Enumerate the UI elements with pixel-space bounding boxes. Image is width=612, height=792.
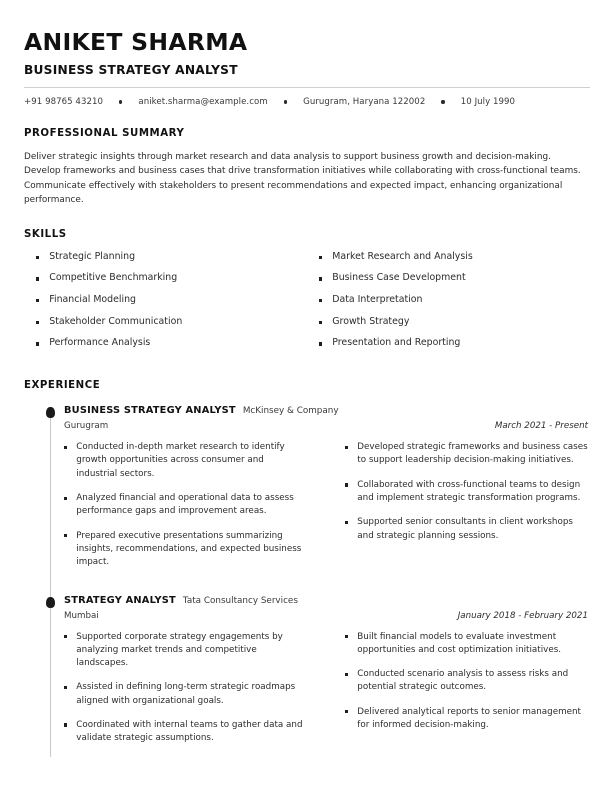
header-divider [24, 87, 590, 88]
square-bullet-icon [64, 497, 67, 500]
square-bullet-icon [36, 277, 39, 280]
skill-item [319, 337, 590, 349]
bullet-text: Collaborated with cross-functional teams to design and implement strategic transformation programs. [357, 479, 581, 504]
contact-phone: +91 98765 43210 [24, 96, 104, 107]
contact-birthdate: 10 July 1990 [460, 96, 516, 107]
square-bullet-icon [345, 710, 348, 713]
candidate-name: ANIKET SHARMA [24, 28, 248, 56]
bullet-text: Analyzed financial and operational data to assess performance gaps and improvement areas. [76, 493, 294, 517]
skill-label: Competitive Benchmarking [49, 272, 178, 284]
skill-item [319, 294, 590, 306]
bullet-text: Supported corporate strategy engagements by analyzing market trends and competitive landscapes. [76, 631, 283, 669]
experience-location: Mumbai [64, 610, 99, 621]
experience-entry [24, 595, 590, 757]
skills-grid [24, 251, 590, 360]
bullet-text: Conducted in-depth market research to identify growth opportunities across consumer and industrial sectors. [76, 442, 285, 479]
bullet-item [345, 441, 590, 468]
skills-column-left [24, 251, 307, 360]
bullet-text: Conducted scenario analysis to assess risks and potential strategic outcomes. [357, 669, 569, 693]
skill-label: Stakeholder Communication [49, 315, 183, 327]
contact-separator-dot [119, 100, 122, 103]
skill-label: Business Case Development [332, 272, 466, 284]
square-bullet-icon [345, 521, 348, 524]
skill-label: Data Interpretation [332, 293, 423, 305]
section-heading-summary: PROFESSIONAL SUMMARY [24, 127, 185, 139]
bullet-item [345, 516, 590, 543]
skill-label: Market Research and Analysis [332, 250, 473, 262]
square-bullet-icon [319, 277, 322, 280]
square-bullet-icon [345, 483, 348, 486]
experience-role: BUSINESS STRATEGY ANALYST [64, 405, 236, 417]
skill-item [36, 294, 307, 306]
timeline-marker-icon [46, 597, 55, 608]
section-professional-summary [24, 128, 590, 208]
bullet-text: Developed strategic frameworks and business cases to support leadership decision-making initiatives. [357, 442, 588, 466]
skill-item [36, 316, 307, 328]
bullet-text: Supported senior consultants in client workshops and strategic planning sessions. [357, 517, 573, 541]
experience-heading-line [64, 405, 590, 416]
experience-bullets [64, 441, 590, 580]
experience-entry [24, 405, 590, 580]
experience-bullets-column-left [64, 631, 327, 757]
square-bullet-icon [64, 723, 67, 726]
skills-column-right [307, 251, 590, 360]
square-bullet-icon [345, 635, 348, 638]
square-bullet-icon [345, 446, 348, 449]
square-bullet-icon [36, 299, 39, 302]
experience-bullets-column-right [327, 441, 590, 580]
section-heading-skills: SKILLS [24, 228, 67, 240]
bullet-item [64, 530, 305, 570]
bullet-item [64, 631, 305, 671]
bullet-item [345, 479, 590, 506]
skill-item [36, 272, 307, 284]
contact-row [24, 97, 590, 107]
square-bullet-icon [319, 299, 322, 302]
bullet-item [64, 681, 305, 708]
bullet-item [345, 631, 590, 658]
resume-header [24, 30, 590, 107]
experience-company: McKinsey & Company [242, 406, 339, 417]
bullet-item [345, 668, 590, 695]
bullet-text: Assisted in defining long-term strategic roadmaps aligned with organizational goals. [76, 682, 296, 706]
bullet-text: Built financial models to evaluate investment opportunities and cost optimization initiatives. [357, 631, 562, 655]
square-bullet-icon [36, 342, 39, 345]
experience-bullets-column-right [327, 631, 590, 757]
experience-timeline [24, 405, 590, 756]
experience-location: Gurugram [64, 421, 109, 432]
square-bullet-icon [64, 446, 67, 449]
section-experience [24, 380, 590, 756]
experience-bullets [64, 631, 590, 757]
section-heading-experience: EXPERIENCE [24, 380, 101, 392]
skill-label: Financial Modeling [49, 293, 136, 305]
experience-subheading-row [64, 421, 590, 431]
bullet-item [64, 492, 305, 519]
contact-separator-dot [441, 100, 444, 103]
experience-role: STRATEGY ANALYST [64, 594, 176, 606]
experience-subheading-row [64, 611, 590, 621]
square-bullet-icon [64, 534, 67, 537]
square-bullet-icon [64, 686, 67, 689]
square-bullet-icon [319, 342, 322, 345]
bullet-text: Delivered analytical reports to senior management for informed decision-making. [357, 706, 581, 730]
skill-item [36, 251, 307, 263]
skill-label: Performance Analysis [49, 337, 151, 349]
experience-dates: March 2021 - Present [494, 421, 588, 432]
candidate-job-title: BUSINESS STRATEGY ANALYST [24, 62, 238, 77]
square-bullet-icon [319, 321, 322, 324]
skill-label: Strategic Planning [49, 250, 136, 262]
contact-separator-dot [284, 100, 287, 103]
timeline-marker-icon [46, 407, 55, 418]
skill-label: Presentation and Reporting [332, 337, 461, 349]
contact-location: Gurugram, Haryana 122002 [303, 96, 426, 107]
bullet-item [64, 441, 305, 481]
bullet-item [345, 706, 590, 733]
section-skills [24, 229, 590, 360]
bullet-item [64, 719, 305, 746]
skill-item [319, 272, 590, 284]
square-bullet-icon [345, 673, 348, 676]
skill-item [319, 251, 590, 263]
skill-item [36, 337, 307, 349]
square-bullet-icon [36, 321, 39, 324]
contact-email: aniket.sharma@example.com [138, 96, 268, 107]
experience-dates: January 2018 - February 2021 [457, 610, 588, 621]
square-bullet-icon [36, 256, 39, 259]
bullet-text: Coordinated with internal teams to gather data and validate strategic assumptions. [76, 719, 303, 744]
skill-label: Growth Strategy [332, 315, 410, 327]
summary-paragraph: Deliver strategic insights through market research and data analysis to support business growth and decision-making. Develop frameworks and business cases that drive transformation initiatives while collaborating with cross-functional teams. Communicate effectively with stakeholders to present recommendations and expected impact, enhancing organizational performance. [24, 151, 581, 206]
experience-bullets-column-left [64, 441, 327, 580]
experience-heading-line [64, 595, 590, 606]
bullet-text: Prepared executive presentations summarizing insights, recommendations, and expected business impact. [76, 530, 302, 568]
square-bullet-icon [319, 256, 322, 259]
square-bullet-icon [64, 635, 67, 638]
skill-item [319, 316, 590, 328]
experience-company: Tata Consultancy Services [182, 595, 298, 606]
